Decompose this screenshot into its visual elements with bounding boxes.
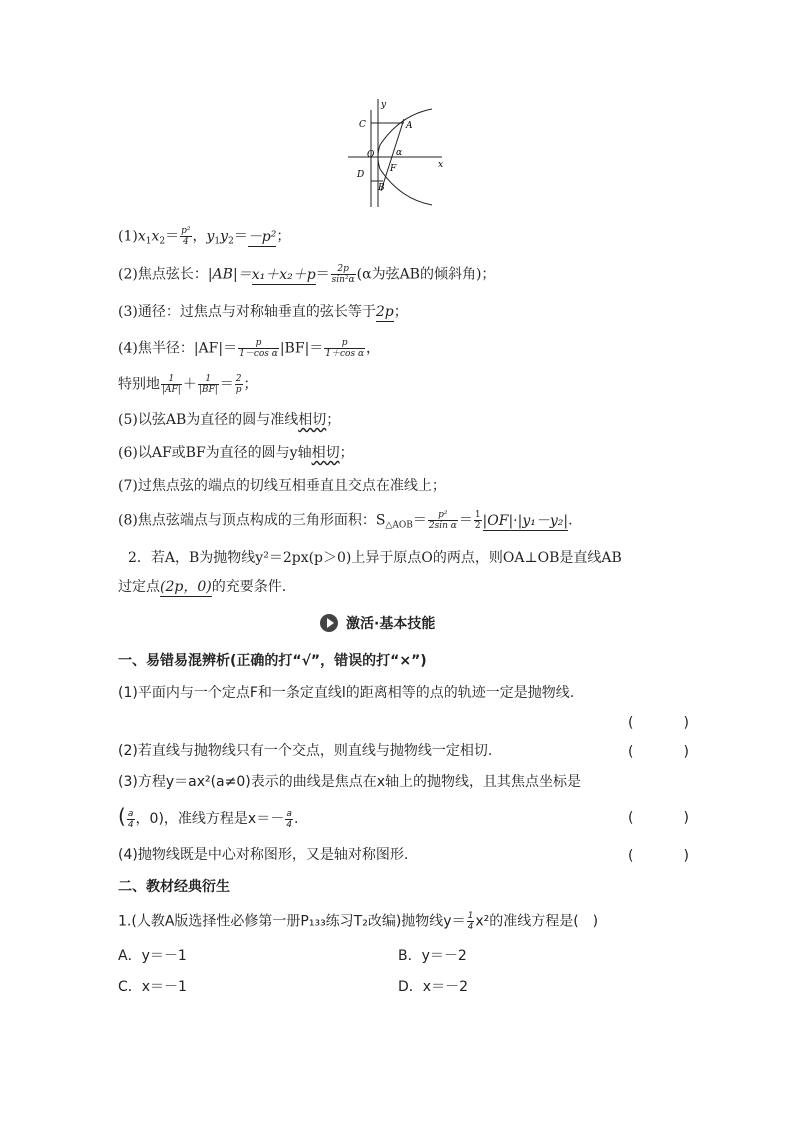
option-B[interactable]: B．y＝－2 <box>398 948 467 964</box>
prop-4: (4)焦半径：|AF|＝ $\frac{p}{\text{1－cos α}}$ |BF|＝ $\frac{p}{\text{1＋cos α}}$ ， <box>118 338 381 359</box>
prop-1: $(1)x_1x_2=$ $\frac{\text{p²}}{4}$ ，$y_1y_2=-p^2$； <box>118 226 291 247</box>
prop-4-special: 特别地 $\frac{1}{|AF|}$ ＋ $\frac{1}{|BF|}$ ＝ $\frac{2}{p}$ ； <box>118 374 258 395</box>
answer-blank: 相切 <box>311 445 340 461</box>
prop-2: (2)焦点弦长：|AB|＝x₁＋x₂＋p＝ $\frac{2p}{\text{sin²α}}$ (α为弦AB的倾斜角)； <box>118 264 496 285</box>
label-C: C <box>359 120 366 130</box>
prop-7: (7)过焦点弦的端点的切线互相垂直且交点在准线上； <box>118 478 446 494</box>
prop-8: (8)焦点弦端点与顶点构成的三角形面积：$S_{\triangle AOB}=$ $\frac{\text{p²}}{\text{2sin α}}$ ＝ $\frac{1}{2}$ |OF|·|y₁－y₂|. <box>118 510 573 531</box>
label-x: x <box>438 160 444 170</box>
label-F: F <box>390 164 397 174</box>
part1-title: 一、易错易混辨析(正确的打“√”，错误的打“×”) <box>118 653 427 669</box>
part1-q3-cont: ( $\frac{a}{4}$ ，0)，准线方程是x＝－ $\frac{a}{4}$ . <box>118 804 299 830</box>
answer-paren[interactable]: ( ) <box>628 848 707 864</box>
prop-5: (5)以弦AB为直径的圆与准线相切； <box>118 412 341 428</box>
parabola-figure <box>340 95 450 210</box>
answer-paren[interactable]: ( ) <box>628 715 707 731</box>
answer-blank: 相切 <box>298 412 327 428</box>
answer-blank: (2p，0) <box>160 579 212 595</box>
play-icon <box>320 614 338 632</box>
part1-q1: (1)平面内与一个定点F和一条定直线l的距离相等的点的轨迹一定是抛物线. <box>118 685 575 701</box>
answer-blank: 2p <box>375 304 394 320</box>
label-B: B <box>378 183 385 193</box>
option-C[interactable]: C．x＝－1 <box>118 979 187 995</box>
part1-q4: (4)抛物线既是中心对称图形，又是轴对称图形. <box>118 847 409 863</box>
answer-blank: －p² <box>247 228 277 245</box>
label-y: y <box>381 100 387 110</box>
label-O: O <box>367 150 375 160</box>
label-D: D <box>357 170 365 180</box>
part1-q3: (3)方程y＝ax²(a≠0)表示的曲线是焦点在x轴上的抛物线，且其焦点坐标是 <box>118 774 582 790</box>
option-D[interactable]: D．x＝－2 <box>398 979 468 995</box>
part2-q1: 1.(人教A版选择性必修第一册P₁₃₃练习T₂改编)抛物线y＝ $\frac{1}{4}$ x²的准线方程是( ) <box>118 911 599 932</box>
section-header: 激活·基本技能 <box>320 613 435 633</box>
answer-paren[interactable]: ( ) <box>628 744 707 760</box>
label-A: A <box>406 121 413 131</box>
answer-paren[interactable]: ( ) <box>628 810 707 826</box>
answer-blank: |OF|·|y₁－y₂| <box>482 512 569 529</box>
part1-q2: (2)若直线与抛物线只有一个交点，则直线与抛物线一定相切. <box>118 743 493 759</box>
prop-3: (3)通径：过焦点与对称轴垂直的弦长等于2p； <box>118 304 408 320</box>
item-2-line2: 过定点(2p，0)的充要条件. <box>118 579 287 595</box>
label-alpha: α <box>396 148 403 158</box>
prop-6: (6)以AF或BF为直径的圆与y轴相切； <box>118 445 354 461</box>
answer-blank: x₁＋x₂＋p <box>251 266 316 283</box>
item-2-line1: 2．若A，B为抛物线y²＝2px(p＞0)上异于原点O的两点，则OA⊥OB是直线AB <box>128 550 622 566</box>
option-A[interactable]: A．y＝－1 <box>118 948 187 964</box>
part2-title: 二、教材经典衍生 <box>118 879 230 895</box>
